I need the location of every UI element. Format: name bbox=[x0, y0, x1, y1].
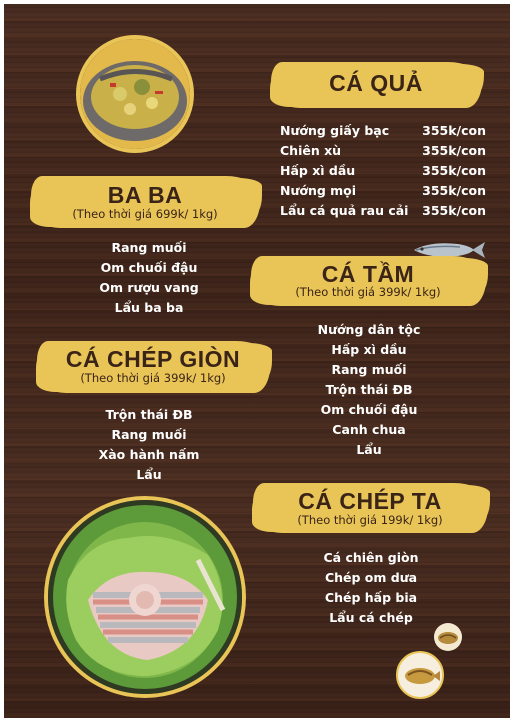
ca-qua-title: CÁ QUẢ bbox=[329, 70, 423, 96]
ca-chep-ta-title: CÁ CHÉP TA bbox=[298, 488, 442, 514]
price-row: Nướng mọi 355k/con bbox=[280, 183, 486, 198]
ca-tam-subtitle: (Theo thời giá 399k/ 1kg) bbox=[295, 285, 441, 299]
ca-chep-gion-subtitle: (Theo thời giá 399k/ 1kg) bbox=[80, 371, 226, 385]
list-item: Om rượu vang bbox=[99, 280, 199, 295]
list-item: Hấp xì dầu bbox=[331, 342, 407, 357]
ca-tam-title: CÁ TẦM bbox=[321, 261, 415, 287]
list-item: Rang muối bbox=[111, 240, 187, 255]
small-dish-icon bbox=[434, 623, 462, 651]
hotpot-dish-image bbox=[76, 35, 194, 153]
menu-page bbox=[4, 4, 510, 718]
list-item: Trộn thái ĐB bbox=[325, 382, 413, 397]
list-item: Xào hành nấm bbox=[98, 447, 200, 462]
list-item: Chép hấp bia bbox=[324, 590, 418, 605]
list-item: Rang muối bbox=[111, 427, 187, 442]
sliced-carp-platter-image bbox=[44, 496, 246, 698]
list-item: Lẩu ba ba bbox=[114, 300, 184, 315]
list-item: Chép om dưa bbox=[324, 570, 418, 585]
list-item: Nướng dân tộc bbox=[317, 322, 421, 337]
ca-chep-gion-title: CÁ CHÉP GIÒN bbox=[65, 346, 241, 372]
price-row: Hấp xì dầu 355k/con bbox=[280, 163, 486, 178]
ba-ba-subtitle: (Theo thời giá 699k/ 1kg) bbox=[72, 207, 218, 221]
list-item: Canh chua bbox=[332, 422, 406, 437]
list-item: Rang muối bbox=[331, 362, 407, 377]
ca-qua-price-list bbox=[280, 121, 486, 221]
ba-ba-title: BA BA bbox=[107, 182, 183, 208]
list-item: Trộn thái ĐB bbox=[105, 407, 193, 422]
list-item: Lẩu bbox=[356, 442, 382, 457]
list-item: Cá chiên giòn bbox=[323, 550, 419, 565]
list-item: Lẩu bbox=[136, 467, 162, 482]
list-item: Om chuối đậu bbox=[320, 402, 418, 417]
list-item: Lẩu cá chép bbox=[329, 610, 413, 625]
price-row: Chiên xù 355k/con bbox=[280, 143, 486, 158]
ba-ba-list bbox=[64, 238, 234, 318]
list-item: Om chuối đậu bbox=[100, 260, 198, 275]
ca-tam-list bbox=[284, 320, 454, 460]
fried-fish-plate-icon bbox=[396, 651, 444, 699]
price-row: Nướng giấy bạc 355k/con bbox=[280, 123, 486, 138]
price-row: Lẩu cá quả rau cải 355k/con bbox=[280, 203, 486, 218]
ca-chep-ta-list bbox=[286, 548, 456, 628]
ca-chep-gion-list bbox=[64, 405, 234, 485]
ca-chep-ta-subtitle: (Theo thời giá 199k/ 1kg) bbox=[297, 513, 443, 527]
